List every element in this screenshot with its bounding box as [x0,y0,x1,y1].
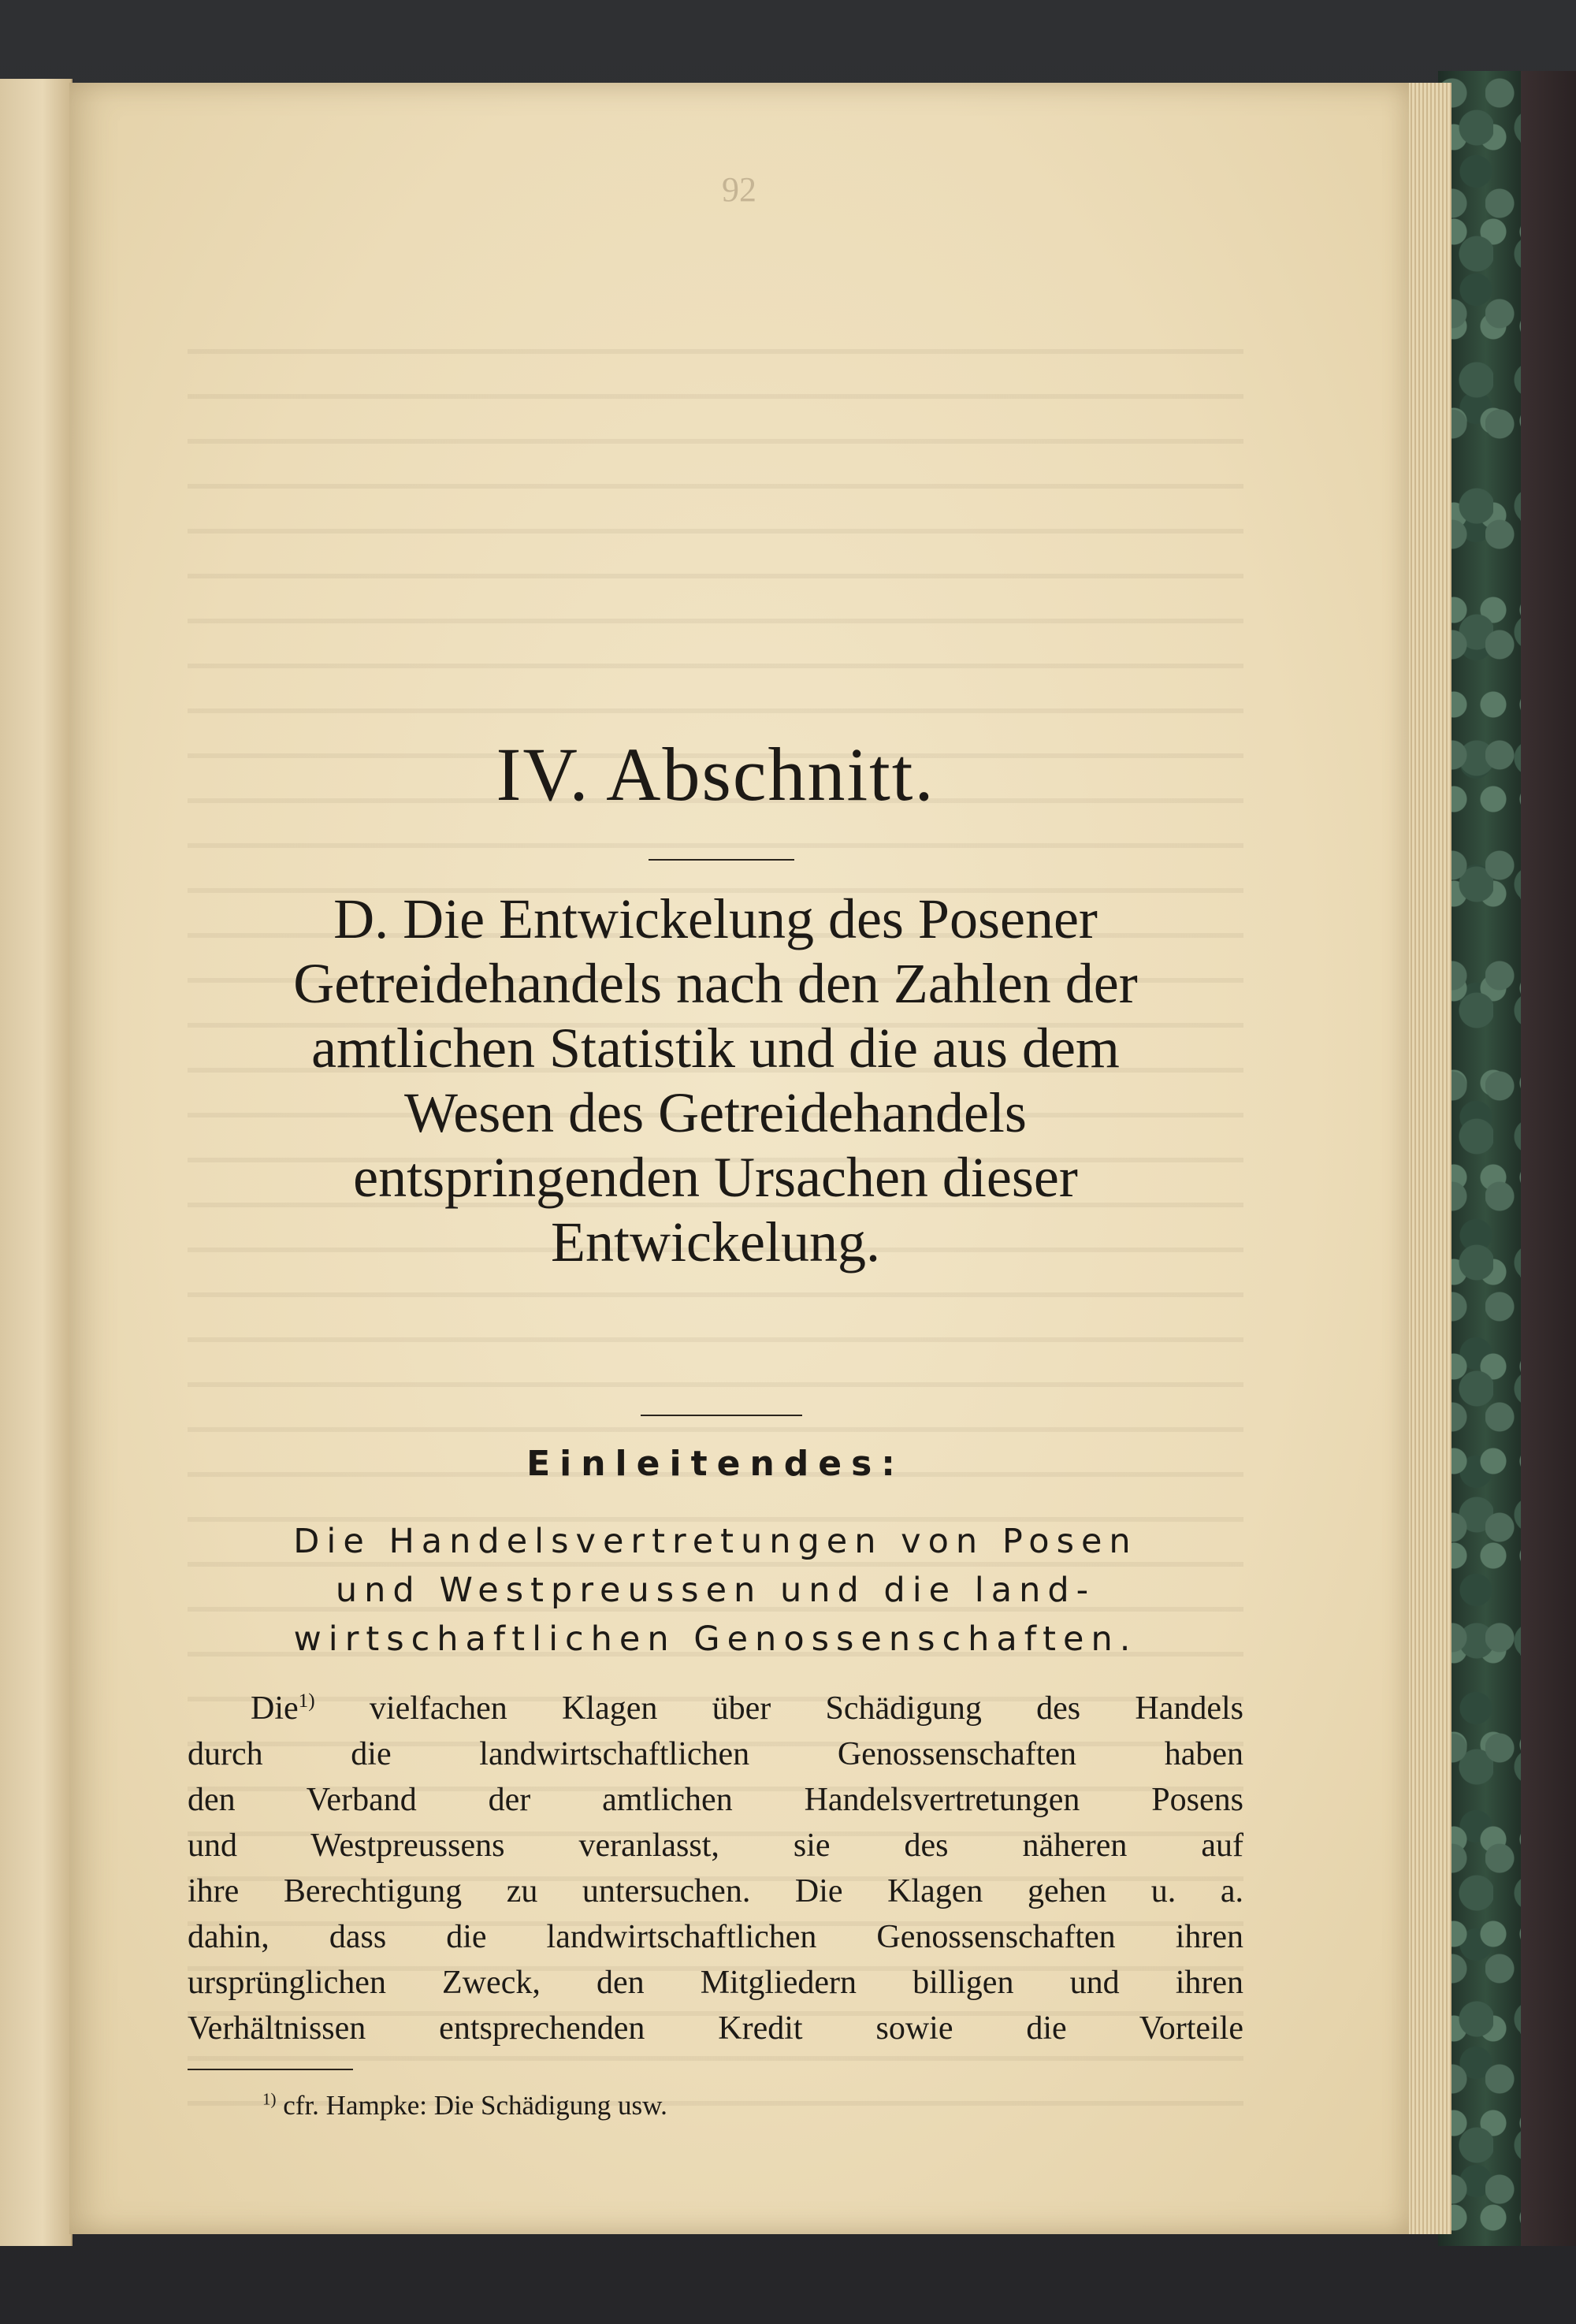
footnote-marker: 1) [298,1690,315,1712]
cover-edge [1521,71,1576,2246]
heading-line: D. Die Entwickelung des Posener [333,887,1098,950]
page-block-edge [1407,83,1451,2234]
body-line: Verhältnissen entsprechenden Kredit sowie die Vorteile [188,2010,1243,2047]
footnote [262,2088,1208,2123]
body-line: und Westpreussens veranlasst, sie des näheren auf [188,1828,1243,1864]
heading-line: Wesen des Getreidehandels [404,1081,1027,1144]
previous-page-edge [0,79,72,2246]
body-line: ihre Berechtigung zu untersuchen. Die Klagen gehen u. a. [188,1873,1243,1909]
page-number: 92 [722,170,756,209]
footnote-text: cfr. Hampke: Die Schädigung usw. [276,2090,667,2121]
chapter-heading [188,887,1243,1274]
footnote-rule [188,2069,353,2070]
body-first-word: Die [251,1690,299,1727]
heading-line: Entwickelung. [551,1210,880,1274]
body-line: durch die landwirtschaftlichen Genossenschaften haben [188,1736,1243,1772]
divider-rule [649,859,794,861]
heading-line: entspringenden Ursachen dieser [353,1146,1078,1209]
topic-line: wirtschaftlichen Genossenschaften. [293,1619,1138,1659]
intro-label: Einleitendes: [526,1444,905,1484]
topic-heading [188,1517,1243,1664]
body-line: den Verband der amtlichen Handelsvertretungen Posens [188,1782,1243,1818]
body-first-line-text: vielfachen Klagen über Schädigung des Handels [314,1690,1243,1727]
body-paragraph [188,1686,1243,2051]
section-title: IV. Abschnitt. [496,732,935,816]
book-page [69,83,1409,2234]
body-line: dahin, dass die landwirtschaftlichen Genossenschaften ihren [188,1919,1243,1955]
marbled-cover [1438,71,1533,2246]
topic-line: Die Handelsvertretungen von Posen [293,1522,1138,1561]
body-line [188,1686,1243,1731]
heading-line: amtlichen Statistik und die aus dem [311,1017,1120,1080]
footnote-marker: 1) [262,2089,277,2109]
body-line: ursprünglichen Zweck, den Mitgliedern billigen und ihren [188,1965,1243,2001]
divider-rule [641,1415,802,1416]
heading-line: Getreidehandels nach den Zahlen der [293,952,1138,1015]
topic-line: und Westpreussen und die land- [335,1571,1096,1610]
